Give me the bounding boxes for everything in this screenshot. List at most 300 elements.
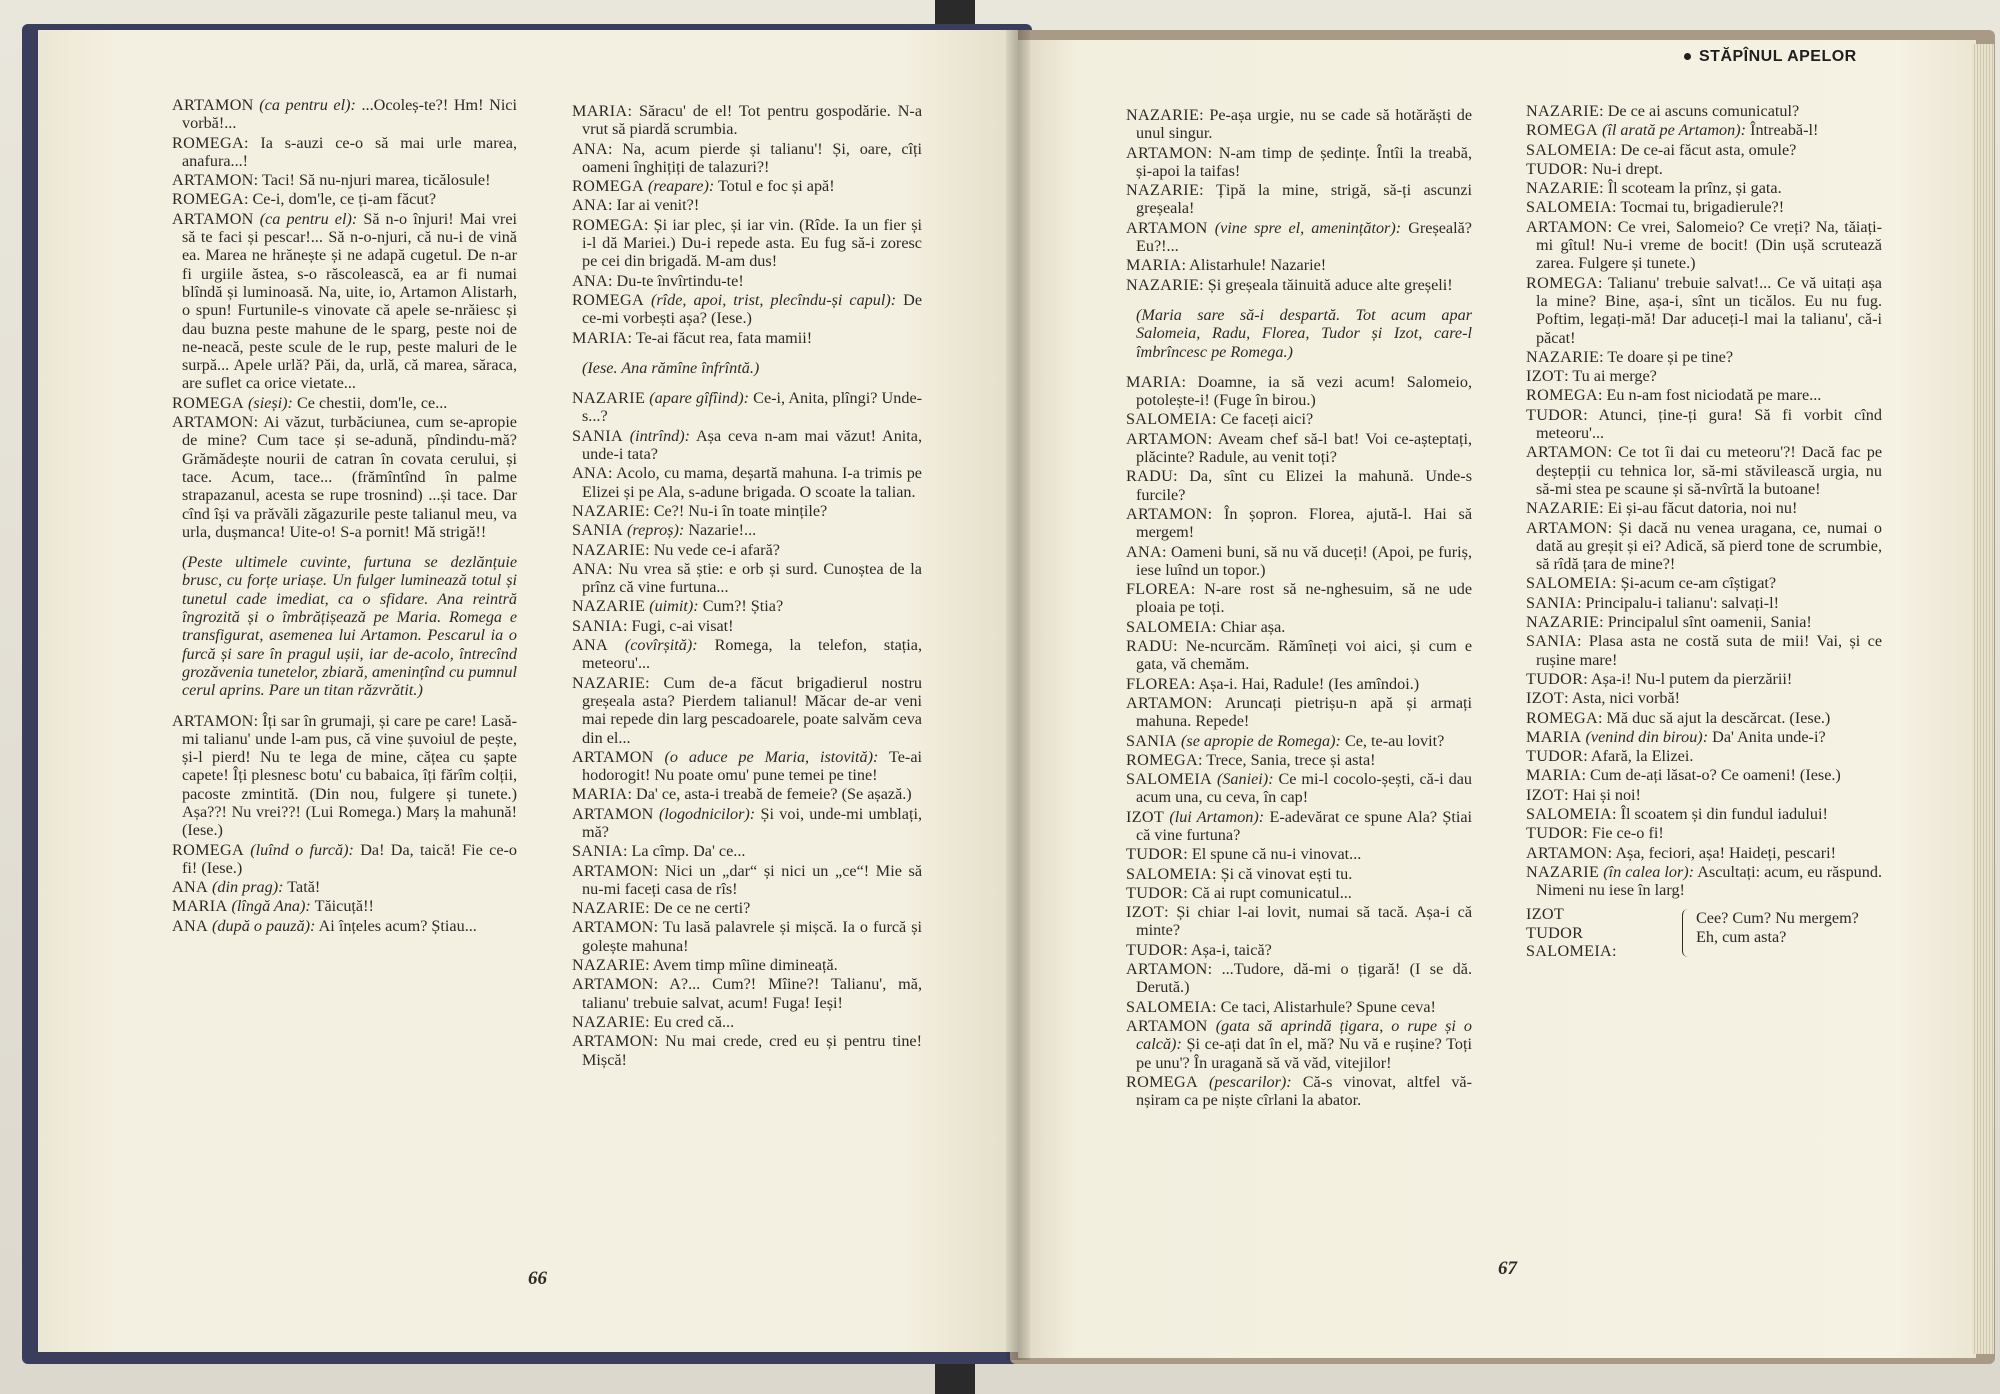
dialogue-line bbox=[172, 210, 517, 393]
speaker-name: RADU bbox=[1126, 467, 1174, 486]
dialogue-line: TUDOR: El spune că nu-i vinovat... bbox=[1126, 845, 1362, 864]
dialogue-line: ARTAMON: Ai văzut, turbăciunea, cum se-apropie de mine? Cum tace și se-adună, pîndindu-mă? Grămădește nourii de catran în covata cerului, și tace. Acum, tace... (frămîntînd în palme strapazanul, acesta se rupe trosnind) ...și tace. Dar cînd își va prăvăli zăgazurile peste talianul meu, va urla, dușmanca! Uite-o! S-a pornit! Mă strigă!! bbox=[172, 413, 517, 541]
dialogue-text: Și ce-ați dat în el, mă? Nu vă e rușine? Toți pe unu'? În uragană să vă văd, vitejilor! bbox=[1136, 1035, 1473, 1072]
dialogue-text: ...Tudore, dă-mi o țigară! (I se dă. Derută.) bbox=[1136, 960, 1473, 997]
speaker-name: ARTAMON bbox=[172, 96, 254, 114]
speaker-name: ROMEGA bbox=[572, 177, 644, 196]
dialogue-line: SALOMEIA: Tocmai tu, brigadierule?! bbox=[1526, 198, 1785, 217]
dialogue-line: ARTAMON: Aveam chef să-l bat! Voi ce-așteptați, plăcinte? Radule, au venit toți? bbox=[1126, 429, 1472, 467]
column-right-2 bbox=[1526, 102, 1882, 961]
dialogue-line: ARTAMON: Aruncați pietrișu-n apă și armați mahuna. Repede! bbox=[1126, 693, 1472, 731]
brace-mark bbox=[1682, 909, 1689, 957]
dialogue-line bbox=[172, 96, 517, 133]
speaker-name: NAZARIE bbox=[572, 1012, 646, 1031]
speaker-name: ARTAMON bbox=[572, 1032, 654, 1051]
speaker-name: ANA bbox=[572, 464, 608, 483]
dialogue-text: Așa ceva n-am mai văzut! Anita, unde-i tata? bbox=[582, 426, 923, 464]
stage-direction: (Peste ultimele cuvinte, furtuna se dezlănțuie brusc, cu forțe uriașe. Un fulger luminează totul și tunetul cade imediat, ca o sfidare. Ana reintră îngrozită și o îmbrățișează pe Maria. Romega e transfigurat, asemenea lui Artamon. Pescarul ia o furcă și sare în pragul ușii, iar de-acolo, întrecînd grozăvenia tunetelor, zbiară, amenințînd cu pumnul cerul aprins. Pare un titan răzvrătit.) bbox=[182, 553, 517, 700]
dialogue-line: ANA: Oameni buni, să nu vă duceți! (Apoi, pe furiș, iese luînd un topor.) bbox=[1126, 542, 1472, 579]
dialogue-line: NAZARIE: Pe-așa urgie, nu se cade să hotărăști de unul singur. bbox=[1126, 106, 1473, 143]
stage-note: (reproș): bbox=[627, 521, 685, 540]
dialogue-line: TUDOR: Atunci, ține-ți gura! Să fi vorbit cînd meteoru'... bbox=[1526, 405, 1882, 443]
speaker-name: MARIA bbox=[1526, 727, 1582, 746]
dialogue-text: Ce taci, Alistarhule? Spune ceva! bbox=[1220, 997, 1436, 1016]
speaker-name: ARTAMON bbox=[1126, 143, 1208, 162]
stage-note: (vine spre el, amenințător): bbox=[1214, 218, 1402, 237]
dialogue-text: Cum de-a făcut brigadierul nostru greșeala asta? Pierdem talianul! Măcar de-ar veni mai repede din larg pescadoarele, poate salvăm ceva din el... bbox=[582, 673, 922, 747]
dialogue-line: NAZARIE: Avem timp mîine dimineață. bbox=[572, 956, 838, 975]
dialogue-line: IZOT: Și chiar l-ai lovit, numai să tacă. Așa-i că minte? bbox=[1126, 903, 1473, 940]
dialogue-text: Eu n-am fost niciodată pe mare... bbox=[1606, 386, 1822, 405]
speaker-name: ARTAMON bbox=[572, 804, 654, 823]
dialogue-line bbox=[1126, 808, 1472, 845]
dialogue-text: Iar ai venit?! bbox=[616, 196, 700, 215]
speaker-name: ROMEGA bbox=[572, 215, 644, 234]
speaker-name: SANIA bbox=[572, 842, 623, 861]
speaker-name: TUDOR bbox=[1526, 159, 1584, 178]
dialogue-text: Că-s vinovat, altfel vă-nșiram ca pe niște cîrlani la abator. bbox=[1136, 1072, 1473, 1110]
speaker-name: MARIA bbox=[572, 328, 628, 347]
dialogue-text: Da, sînt cu Elizei la mahună. Unde-s furcile? bbox=[1136, 467, 1473, 504]
dialogue-line: SALOMEIA: Ce faceți aici? bbox=[1126, 410, 1314, 429]
speaker-name: NAZARIE bbox=[572, 501, 646, 520]
speaker-name: FLOREA bbox=[1126, 580, 1191, 599]
speaker-name: ANA bbox=[572, 139, 608, 158]
speaker-name: SANIA bbox=[1526, 593, 1577, 612]
dialogue-text: Ce?! Nu-i în toate mințile? bbox=[653, 501, 828, 520]
dialogue-text: Țipă la mine, strigă, să-ți ascunzi greșeala! bbox=[1136, 181, 1473, 218]
dialogue-text: De ce ai ascuns comunicatul? bbox=[1607, 102, 1800, 120]
stage-note: (lui Artamon): bbox=[1169, 807, 1265, 826]
dialogue-text: Și-acum ce-am cîștigat? bbox=[1620, 574, 1777, 593]
dialogue-line: IZOT: Asta, nici vorbă! bbox=[1526, 689, 1681, 708]
speaker-name: ARTAMON bbox=[172, 711, 254, 730]
dialogue-text: Și iar plec, și iar vin. (Rîde. Ia un fier și i-l dă Mariei.) Du-i repede asta. Eu fug să-i zoresc pe cei din brigadă. M-am dus! bbox=[582, 215, 923, 271]
dialogue-line bbox=[172, 394, 517, 412]
dialogue-text: Tăicuță!! bbox=[314, 897, 374, 916]
dialogue-text: Cum?! Știa? bbox=[702, 597, 784, 616]
dialogue-line: NAZARIE: De ce ne certi? bbox=[572, 899, 751, 918]
speaker-name: ARTAMON bbox=[172, 209, 254, 228]
dialogue-line: ANA: Na, acum pierde și talianu'! Și, oare, cîți oameni înghițiți de talazuri?! bbox=[572, 139, 923, 176]
speaker-name: FLOREA bbox=[1126, 674, 1191, 693]
dialogue-text: Talianu' trebuie salvat!... Ce vă uitați așa la mine? Bine, așa-i, sînt un ticălos. Eu nu fug. Poftim, legați-mă! Dar aduceți-l mai la talianu', că-i păcat! bbox=[1536, 273, 1882, 347]
speaker-name: ROMEGA bbox=[172, 190, 244, 209]
dialogue-line: SALOMEIA: Și-acum ce-am cîștigat? bbox=[1526, 574, 1777, 593]
speaker-name: ANA bbox=[572, 271, 608, 290]
dialogue-text: Atunci, ține-ți gura! Să fi vorbit cînd meteoru'... bbox=[1536, 405, 1882, 443]
stage-note: (Saniei): bbox=[1216, 770, 1274, 789]
bracket-names bbox=[1526, 905, 1617, 960]
speaker-name: NAZARIE bbox=[572, 597, 646, 616]
dialogue-text: Nu vrea să știe: e orb și surd. Cunoștea de la prînz că vine furtuna... bbox=[582, 559, 922, 597]
dialogue-text: Cum de-ați lăsat-o? Ce oameni! (Iese.) bbox=[1590, 766, 1841, 785]
speaker-name: ARTAMON bbox=[172, 413, 254, 432]
dialogue-line: SALOMEIA: Și că vinovat ești tu. bbox=[1126, 864, 1353, 883]
dialogue-line: MARIA: Doamne, ia să vezi acum! Salomeio, potolește-i! (Fuge în birou.) bbox=[1126, 372, 1472, 410]
speaker-name: TUDOR bbox=[1526, 747, 1584, 766]
stage-note: (covîrșită): bbox=[624, 636, 698, 655]
dialogue-line: SANIA: La cîmp. Da' ce... bbox=[572, 842, 746, 861]
dialogue-text: Și că vinovat ești tu. bbox=[1220, 864, 1353, 883]
dialogue-text: Avem timp mîine dimineață. bbox=[652, 956, 838, 975]
speaker-name: NAZARIE bbox=[1526, 613, 1600, 632]
dialogue-line: ARTAMON: Nu mai crede, cred eu și pentru tine! Mișcă! bbox=[572, 1032, 922, 1069]
dialogue-text: Alistarhule! Nazarie! bbox=[1189, 256, 1327, 275]
dialogue-text: Ai văzut, turbăciunea, cum se-apropie de mine? Cum tace și se-adună, pîndindu-mă? Grămădește nourii de catran în covata cerului, și tace. Acum, tace... (frămîntînd în palme strapazanul, acesta se rupe trosnind) ...și tace. Dar cînd își va prăvăli zăgazurile peste talianul meu, va urla, dușmanca! Uite-o! S-a pornit! Mă strigă!! bbox=[182, 413, 517, 541]
speaker-name: SANIA bbox=[572, 426, 623, 445]
dialogue-text: Că ai rupt comunicatul... bbox=[1191, 883, 1352, 902]
running-header bbox=[1684, 48, 1857, 66]
speaker-name: IZOT bbox=[1526, 689, 1565, 708]
dialogue-line bbox=[1126, 1017, 1472, 1072]
dialogue-line: ANA: Acolo, cu mama, deșartă mahuna. I-a trimis pe Elizei și pe Ala, s-adune brigada. O scoate la talian. bbox=[572, 464, 922, 501]
dialogue-line bbox=[1126, 732, 1472, 750]
dialogue-text: Nu mai crede, cred eu și pentru tine! Mișcă! bbox=[582, 1032, 922, 1069]
dialogue-text: Da' Anita unde-i? bbox=[1712, 727, 1826, 746]
dialogue-line: MARIA: Te-ai făcut rea, fata mamii! bbox=[572, 328, 813, 347]
speaker-name: ROMEGA bbox=[1526, 386, 1598, 405]
dialogue-line: ARTAMON: Așa, feciori, așa! Haideți, pescari! bbox=[1526, 843, 1837, 862]
dialogue-line bbox=[572, 177, 922, 195]
dialogue-text: N-are rost să ne-nghesuim, să ne ude ploaia pe toți. bbox=[1136, 580, 1473, 617]
dialogue-line: ANA: Du-te învîrtindu-te! bbox=[572, 271, 744, 290]
speaker-name: SALOMEIA bbox=[1526, 804, 1613, 823]
speaker-name: ARTAMON bbox=[1526, 843, 1608, 862]
speaker-name: ROMEGA bbox=[172, 840, 244, 859]
desk-shadow-bottom bbox=[935, 1360, 975, 1394]
dialogue-text: ...Ocoleș-te?! Hm! Nici vorbă!... bbox=[182, 96, 517, 133]
stage-note: (venind din birou): bbox=[1585, 727, 1709, 746]
stage-direction: (Maria sare să-i despartă. Tot acum apar Salomeia, Radu, Florea, Tudor și Izot, care-l îmbrîncesc pe Romega.) bbox=[1136, 305, 1472, 361]
dialogue-line: ROMEGA: Și iar plec, și iar vin. (Rîde. Ia un fier și i-l dă Mariei.) Du-i repede asta. Eu fug să-i zoresc pe cei din brigadă. M-am dus! bbox=[572, 215, 923, 271]
page-number-right: 67 bbox=[1498, 1258, 1517, 1279]
dialogue-line bbox=[172, 917, 517, 935]
dialogue-line: SANIA: Fugi, c-ai visat! bbox=[572, 616, 734, 635]
dialogue-text: Du-te învîrtindu-te! bbox=[616, 271, 744, 290]
dialogue-text: Fugi, c-ai visat! bbox=[631, 616, 734, 635]
speaker-name: NAZARIE bbox=[1526, 862, 1600, 881]
speaker-name: NAZARIE bbox=[572, 956, 646, 975]
speaker-name: SANIA bbox=[1526, 632, 1577, 651]
dialogue-line bbox=[572, 805, 922, 842]
speaker-name: NAZARIE bbox=[1126, 106, 1200, 124]
stage-note: (luînd o furcă): bbox=[250, 840, 354, 859]
dialogue-text: Oameni buni, să nu vă duceți! (Apoi, pe furiș, iese luînd un topor.) bbox=[1136, 542, 1472, 579]
speaker-name: IZOT bbox=[1526, 785, 1565, 804]
dialogue-text: Așa, feciori, așa! Haideți, pescari! bbox=[1615, 843, 1837, 862]
dialogue-line: NAZARIE: Îl scoteam la prînz, și gata. bbox=[1526, 179, 1782, 198]
dialogue-line bbox=[1526, 863, 1882, 900]
speaker-name: MARIA bbox=[1126, 256, 1182, 275]
dialogue-line: ARTAMON: ...Tudore, dă-mi o țigară! (I se dă. Derută.) bbox=[1126, 960, 1473, 997]
dialogue-text: Nu-i drept. bbox=[1591, 159, 1663, 178]
dialogue-text: E-adevărat ce spune Ala? Știai că vine furtuna? bbox=[1136, 807, 1472, 844]
dialogue-text: Ai înțeles acum? Știau... bbox=[318, 916, 477, 935]
dialogue-line bbox=[1126, 219, 1472, 256]
speaker-name: ARTAMON bbox=[1126, 218, 1208, 237]
speaker-name: ANA bbox=[172, 878, 208, 897]
stage-note: (logodnicilor): bbox=[658, 804, 756, 823]
speaker-name: SALOMEIA bbox=[1126, 864, 1213, 883]
dialogue-text: El spune că nu-i vinovat... bbox=[1191, 845, 1362, 864]
dialogue-text: Totul e foc și apă! bbox=[718, 177, 835, 196]
dialogue-text: Da! Da, taică! Fie ce-o fi! (Iese.) bbox=[182, 840, 517, 877]
dialogue-text: Și voi, unde-mi umblați, mă? bbox=[582, 804, 923, 841]
dialogue-line: NAZARIE: Și greșeala tăinuită aduce alte greșeli! bbox=[1126, 275, 1453, 294]
stage-note: (intrînd): bbox=[629, 426, 691, 445]
speaker-name: SALOMEIA bbox=[1126, 997, 1213, 1016]
stage-note: (apare gîfîind): bbox=[649, 389, 750, 408]
dialogue-text: Tu lasă palavrele și mișcă. Ia o furcă și golește mahuna! bbox=[582, 918, 922, 955]
dialogue-line: TUDOR: Fie ce-o fi! bbox=[1526, 824, 1664, 843]
dialogue-text: Tu ai merge? bbox=[1572, 367, 1657, 386]
dialogue-text: Na, acum pierde și talianu'! Și, oare, cîți oameni înghițiți de talazuri?! bbox=[582, 139, 923, 176]
dialogue-text: Doamne, ia să vezi acum! Salomeio, potolește-i! (Fuge în birou.) bbox=[1136, 372, 1472, 410]
stage-note: (îl arată pe Artamon): bbox=[1602, 121, 1747, 140]
dialogue-text: Ce, te-au lovit? bbox=[1344, 731, 1445, 750]
dialogue-line: IZOT: Tu ai merge? bbox=[1526, 367, 1657, 386]
dialogue-line: ARTAMON: Și dacă nu venea uragana, ce, numai o dată au greșit și ei? Adică, să pierd tone de scrumbie, să rîdă țara de mine?! bbox=[1526, 518, 1882, 574]
speaker-name: IZOT bbox=[1526, 905, 1565, 924]
speaker-name: SALOMEIA bbox=[1526, 574, 1613, 593]
dialogue-line: TUDOR: Că ai rupt comunicatul... bbox=[1126, 883, 1352, 902]
dialogue-line bbox=[172, 841, 517, 878]
dialogue-text: Principalul sînt oamenii, Sania! bbox=[1607, 613, 1812, 632]
dialogue-text: Eu cred că... bbox=[653, 1012, 735, 1031]
dialogue-line: NAZARIE: Țipă la mine, strigă, să-ți ascunzi greșeala! bbox=[1126, 181, 1473, 218]
dialogue-line: FLOREA: N-are rost să ne-nghesuim, să ne ude ploaia pe toți. bbox=[1126, 580, 1473, 617]
dialogue-line bbox=[572, 427, 922, 464]
speaker-name: SALOMEIA: bbox=[1526, 942, 1617, 961]
speaker-name: NAZARIE bbox=[1126, 275, 1200, 294]
speaker-name: ARTAMON bbox=[1126, 504, 1208, 523]
dialogue-text: La cîmp. Da' ce... bbox=[631, 842, 746, 861]
stage-note: (sieși): bbox=[248, 393, 293, 412]
dialogue-text: Romega, la telefon, stația, meteoru'... bbox=[582, 636, 923, 673]
stage-note: (ca pentru el): bbox=[259, 209, 358, 228]
dialogue-text: Să n-o înjuri! Mai vrei să te faci și pescar!... Să n-o-njuri, că nu-i de vină ea. Marea ne hrănește și ne adapă cugetul. De n-ar fi urgiile ăstea, s-o răscolească, ea ar fi numai blîndă și luminoasă. Na, uite, io, Artamon Alistarh, o spun! Furtunile-s vinovate că apele se-nrăiesc și dau buzna peste mahune de le sparg, peste noi de ne-neacă, peste scule de le rup, peste maluri de le surpă... Apele urlă? Păi, da, urlă, că marea, săraca, are suflet ca orice vietate... bbox=[182, 209, 518, 393]
speaker-name: MARIA bbox=[1526, 766, 1582, 785]
dialogue-text: Ascultați: acum, eu răspund. Nimeni nu iese în larg! bbox=[1536, 862, 1882, 900]
dialogue-line bbox=[1126, 770, 1472, 807]
stage-note: (ca pentru el): bbox=[259, 96, 356, 114]
dialogue-text: Greșeală? Eu?!... bbox=[1136, 218, 1472, 256]
dialogue-text: De ce-ai făcut asta, omule? bbox=[1620, 140, 1797, 159]
dialogue-text: Ne-ncurcăm. Rămîneți voi aici, și cum e gata, vă chemăm. bbox=[1136, 637, 1472, 674]
book-gutter bbox=[1006, 30, 1030, 1360]
dialogue-line: RADU: Ne-ncurcăm. Rămîneți voi aici, și cum e gata, vă chemăm. bbox=[1126, 637, 1472, 674]
dialogue-line: NAZARIE: Nu vede ce-i afară? bbox=[572, 540, 780, 559]
speaker-name: ARTAMON bbox=[172, 171, 254, 190]
dialogue-line bbox=[1126, 1073, 1472, 1110]
column-left-2 bbox=[572, 102, 922, 1070]
dialogue-text: De ce-mi vorbești așa? (Iese.) bbox=[582, 290, 923, 328]
dialogue-line bbox=[572, 597, 922, 615]
speaker-name: MARIA bbox=[1126, 372, 1182, 391]
dialogue-text: Cee? Cum? Nu mergem? Eh, cum asta? bbox=[1696, 909, 1859, 946]
dialogue-line bbox=[1526, 728, 1882, 746]
dialogue-line: NAZARIE: Ei și-au făcut datoria, noi nu! bbox=[1526, 499, 1798, 518]
speaker-name: NAZARIE bbox=[572, 389, 646, 408]
speaker-name: NAZARIE bbox=[572, 540, 646, 559]
dialogue-text: Așa-i, taică? bbox=[1190, 940, 1272, 959]
dialogue-line: ARTAMON: În șopron. Florea, ajută-l. Hai să mergem! bbox=[1126, 504, 1472, 542]
speaker-name: ARTAMON bbox=[1526, 443, 1608, 462]
speaker-name: IZOT bbox=[1526, 367, 1565, 386]
speaker-name: SALOMEIA bbox=[1526, 140, 1613, 159]
stage-note: (rîde, apoi, trist, plecîndu-și capul): bbox=[650, 290, 897, 309]
dialogue-text: Asta, nici vorbă! bbox=[1571, 689, 1681, 708]
dialogue-line: ROMEGA: Mă duc să ajut la descărcat. (Iese.) bbox=[1526, 708, 1831, 727]
dialogue-text: Ia s-auzi ce-o să mai urle marea, anafura...! bbox=[182, 133, 518, 170]
dialogue-line: SANIA: Plasa asta ne costă suta de mii! Vai, și ce rușine mare! bbox=[1526, 632, 1883, 669]
dialogue-line: SALOMEIA: Chiar așa. bbox=[1126, 617, 1286, 636]
speaker-name: TUDOR bbox=[1126, 940, 1184, 959]
dialogue-text: Și dacă nu venea uragana, ce, numai o dată au greșit și ei? Adică, să pierd tone de scrumbie, să rîdă țara de mine?! bbox=[1536, 518, 1882, 574]
speaker-name: MARIA bbox=[172, 897, 228, 916]
speaker-name: TUDOR bbox=[1126, 845, 1184, 864]
speaker-name: SANIA bbox=[572, 616, 623, 635]
dialogue-line: TUDOR: Nu-i drept. bbox=[1526, 159, 1663, 178]
speaker-name: SALOMEIA bbox=[1126, 617, 1213, 636]
dialogue-text: Chiar așa. bbox=[1220, 617, 1286, 636]
dialogue-line: ARTAMON: Ce tot îi dai cu meteoru'?! Dacă fac pe deștepții cu tehnica lor, să-mi stăvilească urgia, nu să-mi stea pe scaune și să-nvîrtă la butoane! bbox=[1526, 443, 1883, 498]
speaker-name: NAZARIE bbox=[1526, 102, 1600, 120]
dialogue-text: Principalu-i talianu': salvați-l! bbox=[1585, 593, 1780, 612]
dialogue-line: ARTAMON: Tu lasă palavrele și mișcă. Ia o furcă și golește mahuna! bbox=[572, 918, 922, 955]
dialogue-text: Ce vrei, Salomeio? Ce vreți? Na, tăiați-mi gîtul! Nu-i vreme de bocit! (Din ușă scrutează zarea. Fulgere și tunete.) bbox=[1536, 217, 1883, 273]
stage-note: (o aduce pe Maria, istovită): bbox=[664, 747, 879, 766]
dialogue-text: Te doare și pe tine? bbox=[1607, 347, 1734, 366]
dialogue-text: Ce mi-l cocolo-șești, că-i dau acum una, cu ceva, în cap! bbox=[1136, 770, 1473, 807]
page-number-left: 66 bbox=[528, 1268, 547, 1289]
dialogue-line: SALOMEIA: De ce-ai făcut asta, omule? bbox=[1526, 140, 1797, 159]
column-right-1 bbox=[1126, 106, 1472, 1110]
dialogue-text: Ce-i, Anita, plîngi? Unde-s...? bbox=[582, 389, 923, 426]
dialogue-line: ROMEGA: Trece, Sania, trece și asta! bbox=[1126, 750, 1376, 769]
dialogue-line: MARIA: Da' ce, asta-i treabă de femeie? (Se așază.) bbox=[572, 785, 912, 804]
speaker-name: IZOT bbox=[1126, 807, 1165, 826]
stage-note: (după o pauză): bbox=[212, 916, 316, 935]
dialogue-line: TUDOR: Afară, la Elizei. bbox=[1526, 747, 1694, 766]
speaker-name: ARTAMON bbox=[1126, 960, 1208, 979]
speaker-name: SALOMEIA bbox=[1126, 410, 1213, 429]
dialogue-text: N-am timp de ședințe. Întîi la treabă, și-apoi la taifas! bbox=[1136, 143, 1472, 180]
speaker-name: ARTAMON bbox=[1126, 693, 1208, 712]
stage-note: (uimit): bbox=[649, 597, 699, 616]
dialogue-text: Ce faceți aici? bbox=[1220, 410, 1314, 429]
speaker-name: ARTAMON bbox=[572, 747, 654, 766]
dialogue-line: ROMEGA: Talianu' trebuie salvat!... Ce vă uitați așa la mine? Bine, așa-i, sînt un ticălos. Eu nu fug. Poftim, legați-mă! Dar aduceți-l mai la talianu', că-i păcat! bbox=[1526, 273, 1882, 347]
speaker-name: IZOT bbox=[1126, 903, 1165, 922]
dialogue-line: ARTAMON: Nici un „dar“ și nici un „ce“! Mie să nu-mi faceți casa de rîs! bbox=[572, 861, 923, 898]
dialogue-text: Te-ai hodorogit! Nu poate omu' pune temei pe tine! bbox=[582, 747, 922, 785]
dialogue-text: Nu vede ce-i afară? bbox=[653, 540, 780, 559]
header-title: STĂPÎNUL APELOR bbox=[1699, 48, 1857, 65]
dialogue-line: NAZARIE: Principalul sînt oamenii, Sania! bbox=[1526, 613, 1812, 632]
dialogue-line: ARTAMON: Taci! Să nu-njuri marea, ticălosule! bbox=[172, 171, 491, 190]
dialogue-line: TUDOR: Așa-i! Nu-l putem da pierzării! bbox=[1526, 669, 1793, 688]
dialogue-text: Acolo, cu mama, deșartă mahuna. I-a trimis pe Elizei și pe Ala, s-adune brigada. O scoate la talian. bbox=[582, 464, 922, 501]
dialogue-text: Ce tot îi dai cu meteoru'?! Dacă fac pe deștepții cu tehnica lor, să-mi stăvilească urgia, nu să-mi stea pe scaune și să-nvîrtă la butoane! bbox=[1536, 443, 1883, 498]
dialogue-line: FLOREA: Așa-i. Hai, Radule! (Ies amîndoi.) bbox=[1126, 674, 1420, 693]
dialogue-line: ARTAMON: Îți sar în grumaji, și care pe care! Lasă-mi talianu' unde l-am pus, că vine șuvoiul de pește, și-l pierd! Nu te lega de mine, cățea cu șapte capete! Îți plesnesc botu' cu babaica, îți fărîm colții, pacoste zmintită. (Din nou, fulgere și tunete.) Așa??! Nu vrei??! (Lui Romega.) Marș la mahună! (Iese.) bbox=[172, 711, 517, 840]
dialogue-line: SALOMEIA: Îl scoatem și din fundul iadului! bbox=[1526, 804, 1828, 823]
dialogue-text: Și chiar l-ai lovit, numai să tacă. Așa-i că minte? bbox=[1136, 903, 1473, 940]
dialogue-text: Trece, Sania, trece și asta! bbox=[1206, 750, 1376, 769]
dialogue-text: Aruncați pietrișu-n apă și armați mahuna. Repede! bbox=[1136, 693, 1472, 731]
dialogue-line: RADU: Da, sînt cu Elizei la mahună. Unde-s furcile? bbox=[1126, 467, 1473, 504]
dialogue-text: Tocmai tu, brigadierule?! bbox=[1620, 198, 1785, 217]
dialogue-text: Hai și noi! bbox=[1572, 785, 1641, 804]
speaker-name: TUDOR bbox=[1526, 669, 1584, 688]
dialogue-line bbox=[172, 878, 517, 896]
stage-direction: (Iese. Ana rămîne înfrîntă.) bbox=[582, 358, 760, 377]
dialogue-text: Aveam chef să-l bat! Voi ce-așteptați, plăcinte? Radule, au venit toți? bbox=[1136, 429, 1472, 467]
speaker-name: MARIA bbox=[572, 102, 628, 120]
bullet-icon bbox=[1684, 53, 1691, 60]
speaker-name: NAZARIE bbox=[1526, 179, 1600, 198]
speaker-name: ANA bbox=[572, 196, 608, 215]
speaker-name: SALOMEIA bbox=[1526, 198, 1613, 217]
dialogue-line bbox=[1526, 121, 1882, 139]
dialogue-line bbox=[572, 636, 922, 673]
stage-note: (în calea lor): bbox=[1603, 862, 1695, 881]
dialogue-line: ARTAMON: N-am timp de ședințe. Întîi la treabă, și-apoi la taifas! bbox=[1126, 143, 1472, 180]
speaker-name: ANA bbox=[572, 559, 608, 578]
speaker-name: NAZARIE bbox=[1526, 499, 1600, 518]
column-left-1 bbox=[172, 96, 517, 936]
dialogue-text: Ce chestii, dom'le, ce... bbox=[297, 393, 448, 412]
dialogue-line: NAZARIE: Cum de-a făcut brigadierul nostru greșeala asta? Pierdem talianul! Măcar de-ar veni mai repede din larg pescadoarele, poate salvăm ceva din el... bbox=[572, 673, 922, 747]
dialogue-line bbox=[572, 748, 922, 785]
speaker-name: NAZARIE bbox=[1526, 347, 1600, 366]
speaker-name: TUDOR bbox=[1526, 405, 1584, 424]
speaker-name: ANA bbox=[172, 916, 208, 935]
dialogue-line: MARIA: Săracu' de el! Tot pentru gospodărie. N-a vrut să piardă scrumbia. bbox=[572, 102, 922, 139]
speaker-name: SANIA bbox=[1126, 731, 1177, 750]
dialogue-text: Taci! Să nu-njuri marea, ticălosule! bbox=[261, 171, 491, 190]
speaker-name: ROMEGA bbox=[1126, 750, 1198, 769]
dialogue-line bbox=[572, 389, 922, 426]
dialogue-text: Așa-i! Nu-l putem da pierzării! bbox=[1590, 669, 1793, 688]
dialogue-text: Plasa asta ne costă suta de mii! Vai, și ce rușine mare! bbox=[1536, 632, 1883, 669]
stage-note: (reapare): bbox=[648, 177, 715, 196]
dialogue-text: Nici un „dar“ și nici un „ce“! Mie să nu-mi faceți casa de rîs! bbox=[582, 861, 923, 898]
speaker-name: ARTAMON bbox=[572, 918, 654, 937]
speaker-name: ARTAMON bbox=[1126, 429, 1208, 448]
dialogue-line: ROMEGA: Eu n-am fost niciodată pe mare... bbox=[1526, 386, 1822, 405]
dialogue-text: Te-ai făcut rea, fata mamii! bbox=[635, 328, 813, 347]
speaker-name: RADU bbox=[1126, 637, 1174, 656]
dialogue-text: De ce ne certi? bbox=[653, 899, 751, 918]
dialogue-line: NAZARIE: Eu cred că... bbox=[572, 1012, 735, 1031]
dialogue-line: ROMEGA: Ce-i, dom'le, ce ți-am făcut? bbox=[172, 190, 437, 209]
speaker-name: MARIA bbox=[572, 785, 628, 804]
speaker-name: TUDOR bbox=[1126, 883, 1184, 902]
dialogue-line: NAZARIE: De ce ai ascuns comunicatul? bbox=[1526, 102, 1800, 120]
dialogue-line: NAZARIE: Ce?! Nu-i în toate mințile? bbox=[572, 501, 828, 520]
dialogue-text: Așa-i. Hai, Radule! (Ies amîndoi.) bbox=[1198, 674, 1420, 693]
stage-note: (gata să aprindă țigara, o rupe și o calcă): bbox=[1136, 1016, 1473, 1054]
dialogue-text: Săracu' de el! Tot pentru gospodărie. N-a vrut să piardă scrumbia. bbox=[582, 102, 922, 139]
speaker-name: ROMEGA bbox=[1526, 121, 1598, 140]
speaker-name: ROMEGA bbox=[172, 393, 244, 412]
dialogue-line: IZOT: Hai și noi! bbox=[1526, 785, 1641, 804]
dialogue-text: Tată! bbox=[287, 878, 321, 897]
speaker-name: ROMEGA bbox=[572, 290, 644, 309]
